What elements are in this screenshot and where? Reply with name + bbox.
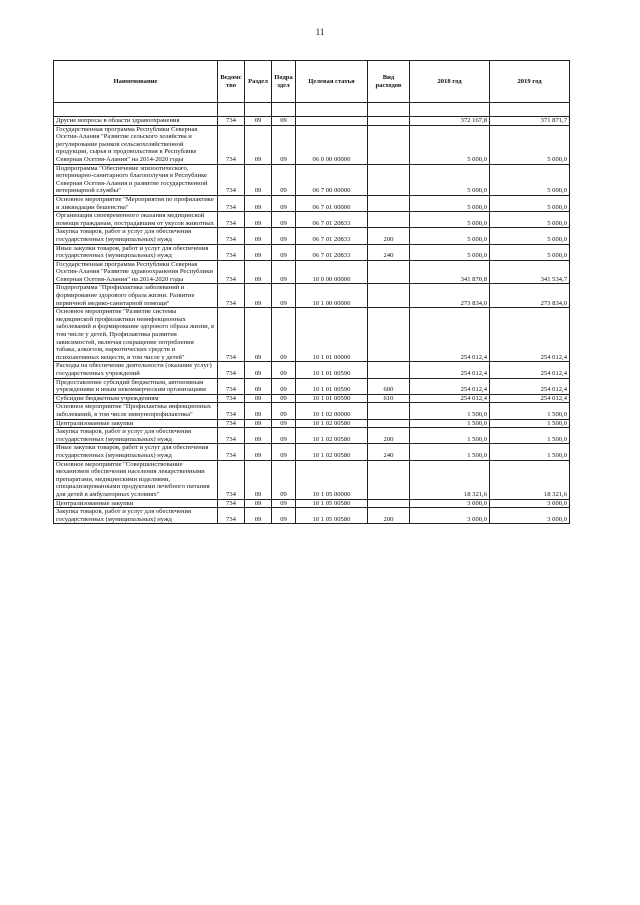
- table-row: [54, 284, 570, 308]
- row-2018: 5 000,0: [410, 212, 490, 228]
- row-name: Централизованные закупки: [54, 419, 218, 428]
- row-dept: 734: [218, 428, 245, 444]
- header-section: Раздел: [245, 61, 272, 103]
- row-section: 09: [245, 212, 272, 228]
- table-row: [54, 419, 570, 428]
- table-row: [54, 378, 570, 394]
- row-dept: 734: [218, 444, 245, 460]
- row-name: Государственная программа Республики Северная Осетия-Алания "Развитие здравоохранения Республики Северная Осетия-Алания" на 2014-2020 годы: [54, 260, 218, 284]
- row-subsection: 09: [272, 378, 296, 394]
- table-row: [54, 164, 570, 195]
- row-subsection: 09: [272, 308, 296, 362]
- row-dept: 734: [218, 117, 245, 126]
- row-dept: 734: [218, 499, 245, 508]
- row-2018: 372 167,8: [410, 117, 490, 126]
- row-subsection: 09: [272, 460, 296, 499]
- row-exp-type: 200: [368, 508, 410, 524]
- header-name: Наименование: [54, 61, 218, 103]
- row-exp-type: [368, 499, 410, 508]
- row-target: 10 1 01 00590: [296, 378, 368, 394]
- row-exp-type: [368, 419, 410, 428]
- row-target: 10 1 02 00580: [296, 419, 368, 428]
- row-name: Основное мероприятие "Совершенствование механизмов обеспечения населения лекарственными препаратами, медицинскими изделиями, специализированными продуктами лечебного питания для детей в амбулаторных условиях": [54, 460, 218, 499]
- row-2018: 1 500,0: [410, 444, 490, 460]
- row-2019: 18 321,6: [490, 460, 570, 499]
- row-subsection: 09: [272, 419, 296, 428]
- row-2019: 254 012,4: [490, 308, 570, 362]
- row-section: 09: [245, 419, 272, 428]
- row-exp-type: [368, 460, 410, 499]
- row-exp-type: [368, 260, 410, 284]
- row-dept: 734: [218, 362, 245, 378]
- row-section: 09: [245, 460, 272, 499]
- row-subsection: 09: [272, 260, 296, 284]
- row-name: Подпрограмма "Профилактика заболеваний и формирование здорового образа жизни. Развитие первичной медико-санитарной помощи": [54, 284, 218, 308]
- row-subsection: 09: [272, 117, 296, 126]
- row-target: 06 7 00 00000: [296, 164, 368, 195]
- table-row: [54, 428, 570, 444]
- table-row: [54, 195, 570, 211]
- row-target: 06 0 00 00000: [296, 125, 368, 164]
- row-2019: 1 500,0: [490, 428, 570, 444]
- row-2018: 5 000,0: [410, 125, 490, 164]
- row-target: 10 1 01 00590: [296, 394, 368, 403]
- row-target: 10 1 01 00590: [296, 362, 368, 378]
- row-exp-type: 600: [368, 378, 410, 394]
- row-section: 09: [245, 394, 272, 403]
- row-section: 09: [245, 362, 272, 378]
- row-subsection: 09: [272, 508, 296, 524]
- row-2018: 254 012,4: [410, 362, 490, 378]
- row-subsection: 09: [272, 284, 296, 308]
- row-2018: 3 000,0: [410, 499, 490, 508]
- row-name: Подпрограмма "Обеспечение эпизоотического, ветеринарно-санитарного благополучия в Республике Северная Осетия-Алания и развитие государственной ветеринарной службы": [54, 164, 218, 195]
- row-section: 09: [245, 284, 272, 308]
- row-2018: 18 321,6: [410, 460, 490, 499]
- row-name: Предоставление субсидий бюджетным, автономным учреждениям и иным некоммерческим организациям: [54, 378, 218, 394]
- row-subsection: 09: [272, 362, 296, 378]
- table-row: [54, 444, 570, 460]
- table-row: [54, 212, 570, 228]
- row-section: 09: [245, 499, 272, 508]
- row-2019: 273 834,0: [490, 284, 570, 308]
- row-name: Закупка товаров, работ и услуг для обеспечения государственных (муниципальных) нужд: [54, 428, 218, 444]
- table-row: [54, 499, 570, 508]
- row-dept: 734: [218, 284, 245, 308]
- row-2019: 3 000,0: [490, 508, 570, 524]
- row-target: 10 1 00 00000: [296, 284, 368, 308]
- row-name: Закупка товаров, работ и услуг для обеспечения государственных (муниципальных) нужд: [54, 508, 218, 524]
- row-section: 09: [245, 428, 272, 444]
- row-dept: 734: [218, 244, 245, 260]
- row-section: 09: [245, 228, 272, 244]
- row-dept: 734: [218, 195, 245, 211]
- row-2019: 5 000,0: [490, 195, 570, 211]
- row-exp-type: [368, 308, 410, 362]
- row-section: 09: [245, 117, 272, 126]
- row-subsection: 09: [272, 228, 296, 244]
- table-row: [54, 125, 570, 164]
- row-name: Основное мероприятие "Мероприятия по профилактике и ликвидации бешенства": [54, 195, 218, 211]
- row-section: 09: [245, 244, 272, 260]
- row-target: 10 1 01 00000: [296, 308, 368, 362]
- row-dept: 734: [218, 378, 245, 394]
- row-name: Расходы на обеспечение деятельности (оказание услуг) государственных учреждений: [54, 362, 218, 378]
- table-body: [54, 117, 570, 524]
- header-target: Целевая статья: [296, 61, 368, 103]
- row-target: 10 1 02 00580: [296, 444, 368, 460]
- row-target: 06 7 01 00000: [296, 195, 368, 211]
- row-section: 09: [245, 260, 272, 284]
- row-subsection: 09: [272, 195, 296, 211]
- row-exp-type: [368, 284, 410, 308]
- row-name: Закупка товаров, работ и услуг для обеспечения государственных (муниципальных) нужд: [54, 228, 218, 244]
- header-2019: 2019 год: [490, 61, 570, 103]
- row-dept: 734: [218, 212, 245, 228]
- row-2018: 1 500,0: [410, 428, 490, 444]
- row-dept: 734: [218, 228, 245, 244]
- header-dept: Ведомс тво: [218, 61, 245, 103]
- row-name: Иные закупки товаров, работ и услуг для обеспечения государственных (муниципальных) нужд: [54, 444, 218, 460]
- row-target: 06 7 01 20833: [296, 228, 368, 244]
- row-2018: 254 012,4: [410, 378, 490, 394]
- row-dept: 734: [218, 125, 245, 164]
- row-2019: 5 000,0: [490, 244, 570, 260]
- row-subsection: 09: [272, 164, 296, 195]
- row-dept: 734: [218, 260, 245, 284]
- row-dept: 734: [218, 164, 245, 195]
- row-2019: 1 500,0: [490, 444, 570, 460]
- row-2019: 5 000,0: [490, 125, 570, 164]
- row-name: Основное мероприятие "Развитие системы медицинской профилактики неинфекционных заболеваний и формирование здорового образа жизни, в том числе у детей. Профилактика развития зависимостей, включая сокращение потребления табака, алкоголя, наркотических средств и психоактивных веществ, в том числе у детей": [54, 308, 218, 362]
- row-exp-type: 240: [368, 244, 410, 260]
- row-dept: 734: [218, 419, 245, 428]
- row-target: 06 7 01 20833: [296, 212, 368, 228]
- table-row: [54, 394, 570, 403]
- table-row: [54, 244, 570, 260]
- row-target: 10 1 05 00580: [296, 508, 368, 524]
- row-2019: 371 871,7: [490, 117, 570, 126]
- row-2018: 1 500,0: [410, 403, 490, 419]
- row-2019: 5 000,0: [490, 212, 570, 228]
- row-exp-type: 610: [368, 394, 410, 403]
- table-header-row: [54, 61, 570, 103]
- row-exp-type: [368, 362, 410, 378]
- row-section: 09: [245, 308, 272, 362]
- row-subsection: 09: [272, 244, 296, 260]
- row-dept: 734: [218, 308, 245, 362]
- row-section: 09: [245, 508, 272, 524]
- table-row: [54, 228, 570, 244]
- row-2018: 254 012,4: [410, 394, 490, 403]
- row-section: 09: [245, 164, 272, 195]
- row-dept: 734: [218, 394, 245, 403]
- row-target: [296, 117, 368, 126]
- row-subsection: 09: [272, 403, 296, 419]
- row-2019: 341 534,7: [490, 260, 570, 284]
- row-target: 06 7 01 20833: [296, 244, 368, 260]
- row-2019: 1 500,0: [490, 419, 570, 428]
- row-2019: 3 000,0: [490, 499, 570, 508]
- row-dept: 734: [218, 460, 245, 499]
- row-subsection: 09: [272, 394, 296, 403]
- header-2018: 2018 год: [410, 61, 490, 103]
- row-2018: 273 834,0: [410, 284, 490, 308]
- row-exp-type: [368, 195, 410, 211]
- row-exp-type: [368, 125, 410, 164]
- spacer-row: [54, 103, 570, 117]
- row-2018: 5 000,0: [410, 164, 490, 195]
- row-section: 09: [245, 195, 272, 211]
- table-row: [54, 460, 570, 499]
- row-2018: 1 500,0: [410, 419, 490, 428]
- row-subsection: 09: [272, 444, 296, 460]
- row-2018: 341 870,8: [410, 260, 490, 284]
- row-2019: 254 012,4: [490, 378, 570, 394]
- page-number: 11: [315, 27, 325, 37]
- row-2018: 5 000,0: [410, 195, 490, 211]
- row-2019: 5 000,0: [490, 164, 570, 195]
- row-2018: 254 012,4: [410, 308, 490, 362]
- row-2018: 5 000,0: [410, 244, 490, 260]
- row-section: 09: [245, 444, 272, 460]
- row-name: Основное мероприятие "Профилактика инфекционных заболеваний, в том числе иммунопрофилактика": [54, 403, 218, 419]
- table-row: [54, 308, 570, 362]
- row-exp-type: [368, 403, 410, 419]
- table-row: [54, 260, 570, 284]
- row-section: 09: [245, 403, 272, 419]
- row-target: 10 1 02 00580: [296, 428, 368, 444]
- row-2019: 254 012,4: [490, 362, 570, 378]
- row-exp-type: 200: [368, 428, 410, 444]
- table-row: [54, 117, 570, 126]
- row-subsection: 09: [272, 499, 296, 508]
- row-subsection: 09: [272, 428, 296, 444]
- row-exp-type: [368, 212, 410, 228]
- header-subsection: Подра здел: [272, 61, 296, 103]
- row-dept: 734: [218, 508, 245, 524]
- row-name: Субсидии бюджетным учреждениям: [54, 394, 218, 403]
- row-exp-type: [368, 117, 410, 126]
- row-target: 10 1 05 00000: [296, 460, 368, 499]
- row-2018: 5 000,0: [410, 228, 490, 244]
- row-target: 10 1 05 00580: [296, 499, 368, 508]
- header-exp-type: Вид расходов: [368, 61, 410, 103]
- row-2018: 3 000,0: [410, 508, 490, 524]
- row-dept: 734: [218, 403, 245, 419]
- row-subsection: 09: [272, 212, 296, 228]
- table-row: [54, 403, 570, 419]
- row-2019: 5 000,0: [490, 228, 570, 244]
- row-exp-type: [368, 164, 410, 195]
- table-row: [54, 508, 570, 524]
- budget-table: [53, 60, 570, 524]
- row-exp-type: 200: [368, 228, 410, 244]
- row-target: 10 0 00 00000: [296, 260, 368, 284]
- row-target: 10 1 02 00000: [296, 403, 368, 419]
- row-name: Организация своевременного оказания медицинской помощи гражданам, пострадавшим от укусов животных: [54, 212, 218, 228]
- row-exp-type: 240: [368, 444, 410, 460]
- row-name: Иные закупки товаров, работ и услуг для обеспечения государственных (муниципальных) нужд: [54, 244, 218, 260]
- row-name: Другие вопросы в области здравоохранения: [54, 117, 218, 126]
- row-subsection: 09: [272, 125, 296, 164]
- table-row: [54, 362, 570, 378]
- row-2019: 254 012,4: [490, 394, 570, 403]
- row-section: 09: [245, 125, 272, 164]
- row-section: 09: [245, 378, 272, 394]
- row-name: Централизованные закупки: [54, 499, 218, 508]
- row-2019: 1 500,0: [490, 403, 570, 419]
- row-name: Государственная программа Республики Северная Осетия-Алания "Развитие сельского хозяйства и регулирование рынков сельскохозяйственной продукции, сырья и продовольствия в Республике Северная Осетия-Алания" на 2014-2020 годы: [54, 125, 218, 164]
